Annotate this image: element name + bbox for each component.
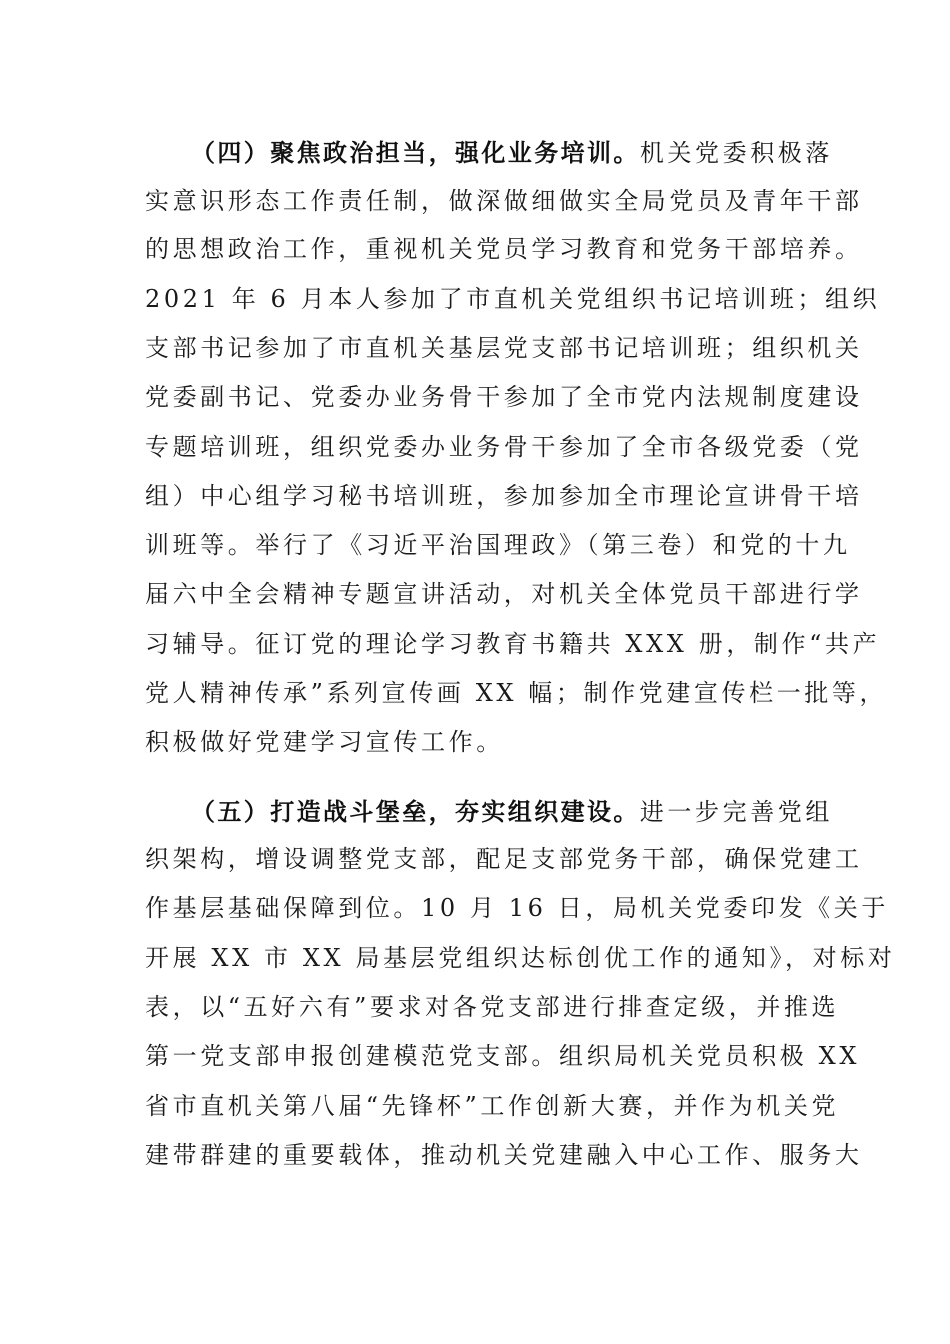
section-5-line-2: 织架构，增设调整党支部，配足支部党务干部，确保党建工 [145, 845, 863, 873]
section-4-line-3: 的思想政治工作，重视机关党员学习教育和党务干部培养。 [145, 235, 863, 263]
section-4-line-6: 党委副书记、党委办业务骨干参加了全市党内法规制度建设 [145, 383, 863, 411]
section-5-line-6: 第一党支部申报创建模范党支部。组织局机关党员积极 XX [145, 1042, 860, 1070]
section-4-heading: （四）聚焦政治担当，强化业务培训。 [191, 139, 640, 167]
section-4-line-2: 实意识形态工作责任制，做深做细做实全局党员及青年干部 [145, 187, 863, 215]
section-4-line-9: 训班等。举行了《习近平治国理政》（第三卷）和党的十九 [145, 531, 851, 559]
section-4-line-1-text: 机关党委积极落 [639, 139, 834, 167]
section-4-line-5: 支部书记参加了市直机关基层党支部书记培训班；组织机关 [145, 334, 863, 362]
section-5-line-5: 表，以“五好六有”要求对各党支部进行排查定级，并推选 [145, 993, 840, 1021]
section-4-line-7: 专题培训班，组织党委办业务骨干参加了全市各级党委（党 [145, 433, 863, 461]
section-5-line-3: 作基层基础保障到位。10 月 16 日，局机关党委印发《关于 [145, 894, 889, 922]
section-4-line-8: 组）中心组学习秘书培训班，参加参加全市理论宣讲骨干培 [145, 482, 863, 510]
section-4-line-10: 届六中全会精神专题宣讲活动，对机关全体党员干部进行学 [145, 580, 863, 608]
section-4-line-11: 习辅导。征订党的理论学习教育书籍共 XXX 册，制作“共产 [145, 630, 881, 658]
section-4-line-1 [191, 138, 833, 168]
section-4-line-12: 党人精神传承”系列宣传画 XX 幅；制作党建宣传栏一批等， [145, 679, 888, 707]
section-4-line-4: 2021 年 6 月本人参加了市直机关党组织书记培训班；组织 [145, 285, 881, 313]
section-5-line-1 [191, 797, 833, 827]
section-5-line-8: 建带群建的重要载体，推动机关党建融入中心工作、服务大 [145, 1141, 863, 1169]
section-5-heading: （五）打造战斗堡垒，夯实组织建设。 [191, 798, 640, 826]
section-4-line-13: 积极做好党建学习宣传工作。 [145, 728, 504, 756]
section-5-line-4: 开展 XX 市 XX 局基层党组织达标创优工作的通知》，对标对 [145, 944, 896, 972]
section-5-line-1-text: 进一步完善党组 [639, 798, 834, 826]
section-5-line-7: 省市直机关第八届“先锋杯”工作创新大赛，并作为机关党 [145, 1092, 840, 1120]
